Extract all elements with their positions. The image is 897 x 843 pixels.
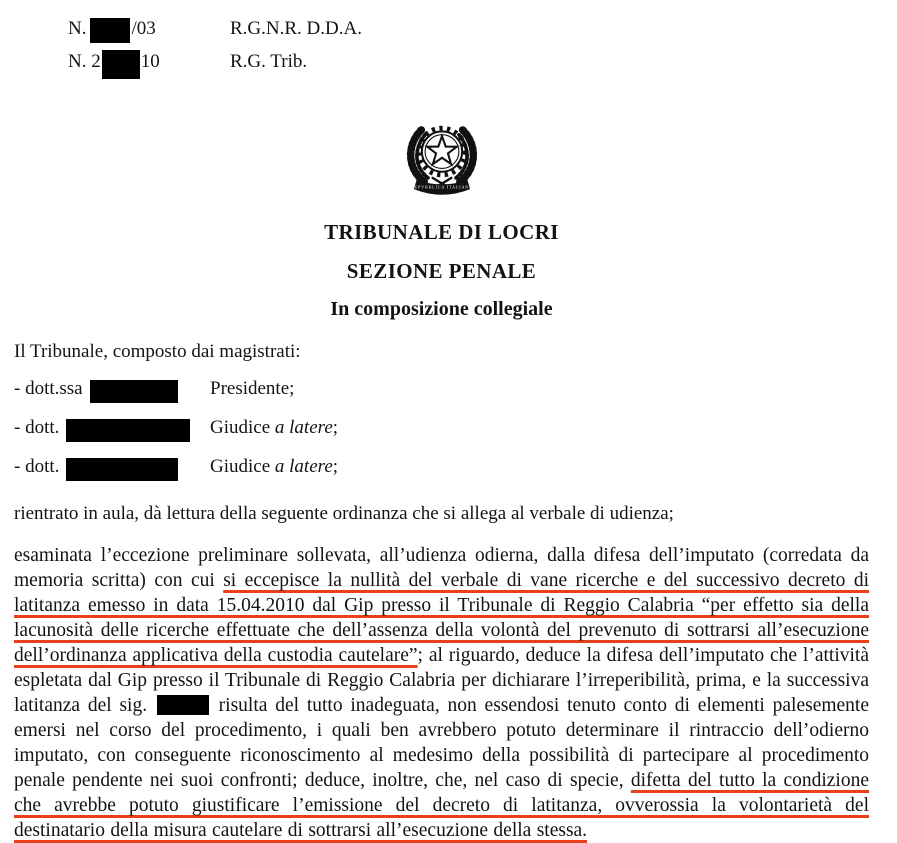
magistrate-role (210, 378, 294, 400)
role-text-italic: a latere (274, 456, 333, 477)
court-title: TRIBUNALE DI LOCRI (324, 220, 559, 244)
magistrate-name (14, 417, 210, 440)
magistrate-title: - dott. (14, 417, 60, 438)
register-label: R.G.N.R. D.D.A. (230, 17, 362, 39)
case-number-suffix: 10 (140, 50, 160, 72)
body-text: risulta del tutto inadeguata, non essendosi tenuto conto di elementi palesemente emersi nel corso del procedimento, i quali ben avrebbero potuto determinare il rintraccio dell’odierno imputato, con conseguente riconoscimento al medesimo della possibilità di partecipare al procedimento penale pendente nei suoi confronti; deduce, inoltre, che, nel caso di specie, (14, 695, 870, 791)
magistrate-name (14, 378, 210, 401)
redaction-box (102, 50, 140, 79)
role-text-end: ; (332, 456, 339, 477)
magistrate-row (14, 454, 869, 480)
case-number-row (68, 12, 869, 45)
case-number (68, 47, 230, 76)
magistrate-title: - dott. (14, 456, 60, 477)
redaction-box (66, 419, 190, 442)
italian-republic-emblem-icon (395, 114, 489, 206)
reading-line: rientrato in aula, dà lettura della seguente ordinanza che si allega al verbale di udienza; (14, 503, 674, 524)
redaction-box (90, 18, 130, 43)
magistrate-name (14, 456, 210, 479)
panel-intro: Il Tribunale, composto dai magistrati: (14, 341, 301, 362)
body-text: ; al riguardo, deduce la difesa dell’imputato che l’attività espletata dal Gip presso il Tribunale di Reggio Calabria per dichiarare l’irreperibilità, prima, e la successiva latitanza del sig. (14, 645, 869, 716)
document-headings (14, 220, 869, 321)
case-number (68, 16, 230, 41)
redaction-box (90, 380, 178, 403)
magistrate-row (14, 376, 869, 402)
register-label: R.G. Trib. (230, 50, 308, 72)
magistrate-row (14, 415, 869, 441)
redaction-box (66, 458, 178, 481)
ribbon-banner-text: REPVBBLICA ITALIANA (410, 184, 473, 190)
body-text-underlined: difetta del tutto la condizione che avrebbe potuto giustificare l’emissione del decreto di latitanza, ovverossia la volontarietà del destinatario della misura cautelare di sottrarsi all’esecuzione della stessa. (14, 770, 869, 841)
case-number-suffix: /03 (131, 17, 156, 39)
case-number-row (68, 45, 869, 78)
role-text: Giudice (210, 456, 275, 477)
role-text: Giudice (210, 417, 275, 438)
body-text-underlined: si eccepisce la nullità del verbale di vane ricerche e del successivo decreto di latitanza emesso in data 15.04.2010 dal Gip presso il Tribunale di Reggio Calabria “per effetto sia della lacunosità delle ricerche effettuate che dell’assenza della volontà del prevenuto di sottrarsi all’esecuzione dell’ordinanza applicativa della custodia cautelare” (14, 570, 869, 666)
ordinance-body (14, 543, 869, 843)
role-text-italic: a latere (274, 417, 333, 438)
magistrate-role (210, 417, 338, 439)
redaction-box (157, 695, 209, 715)
case-number-prefix: N. (68, 17, 87, 39)
emblem-container (14, 114, 869, 206)
role-text-end: ; (332, 417, 339, 438)
magistrate-title: - dott.ssa (14, 378, 83, 399)
composition-title: In composizione collegiale (330, 298, 553, 320)
body-text: esaminata l’eccezione preliminare sollevata, all’udienza odierna, dalla difesa dell’imputato (corredata da memoria scritta) con cui (14, 545, 869, 591)
case-numbers (68, 12, 869, 78)
section-title: SEZIONE PENALE (346, 259, 537, 283)
magistrate-role (210, 456, 338, 478)
role-text: Presidente; (210, 378, 295, 399)
case-number-prefix: N. 2 (68, 50, 101, 72)
magistrates-list (14, 376, 869, 480)
